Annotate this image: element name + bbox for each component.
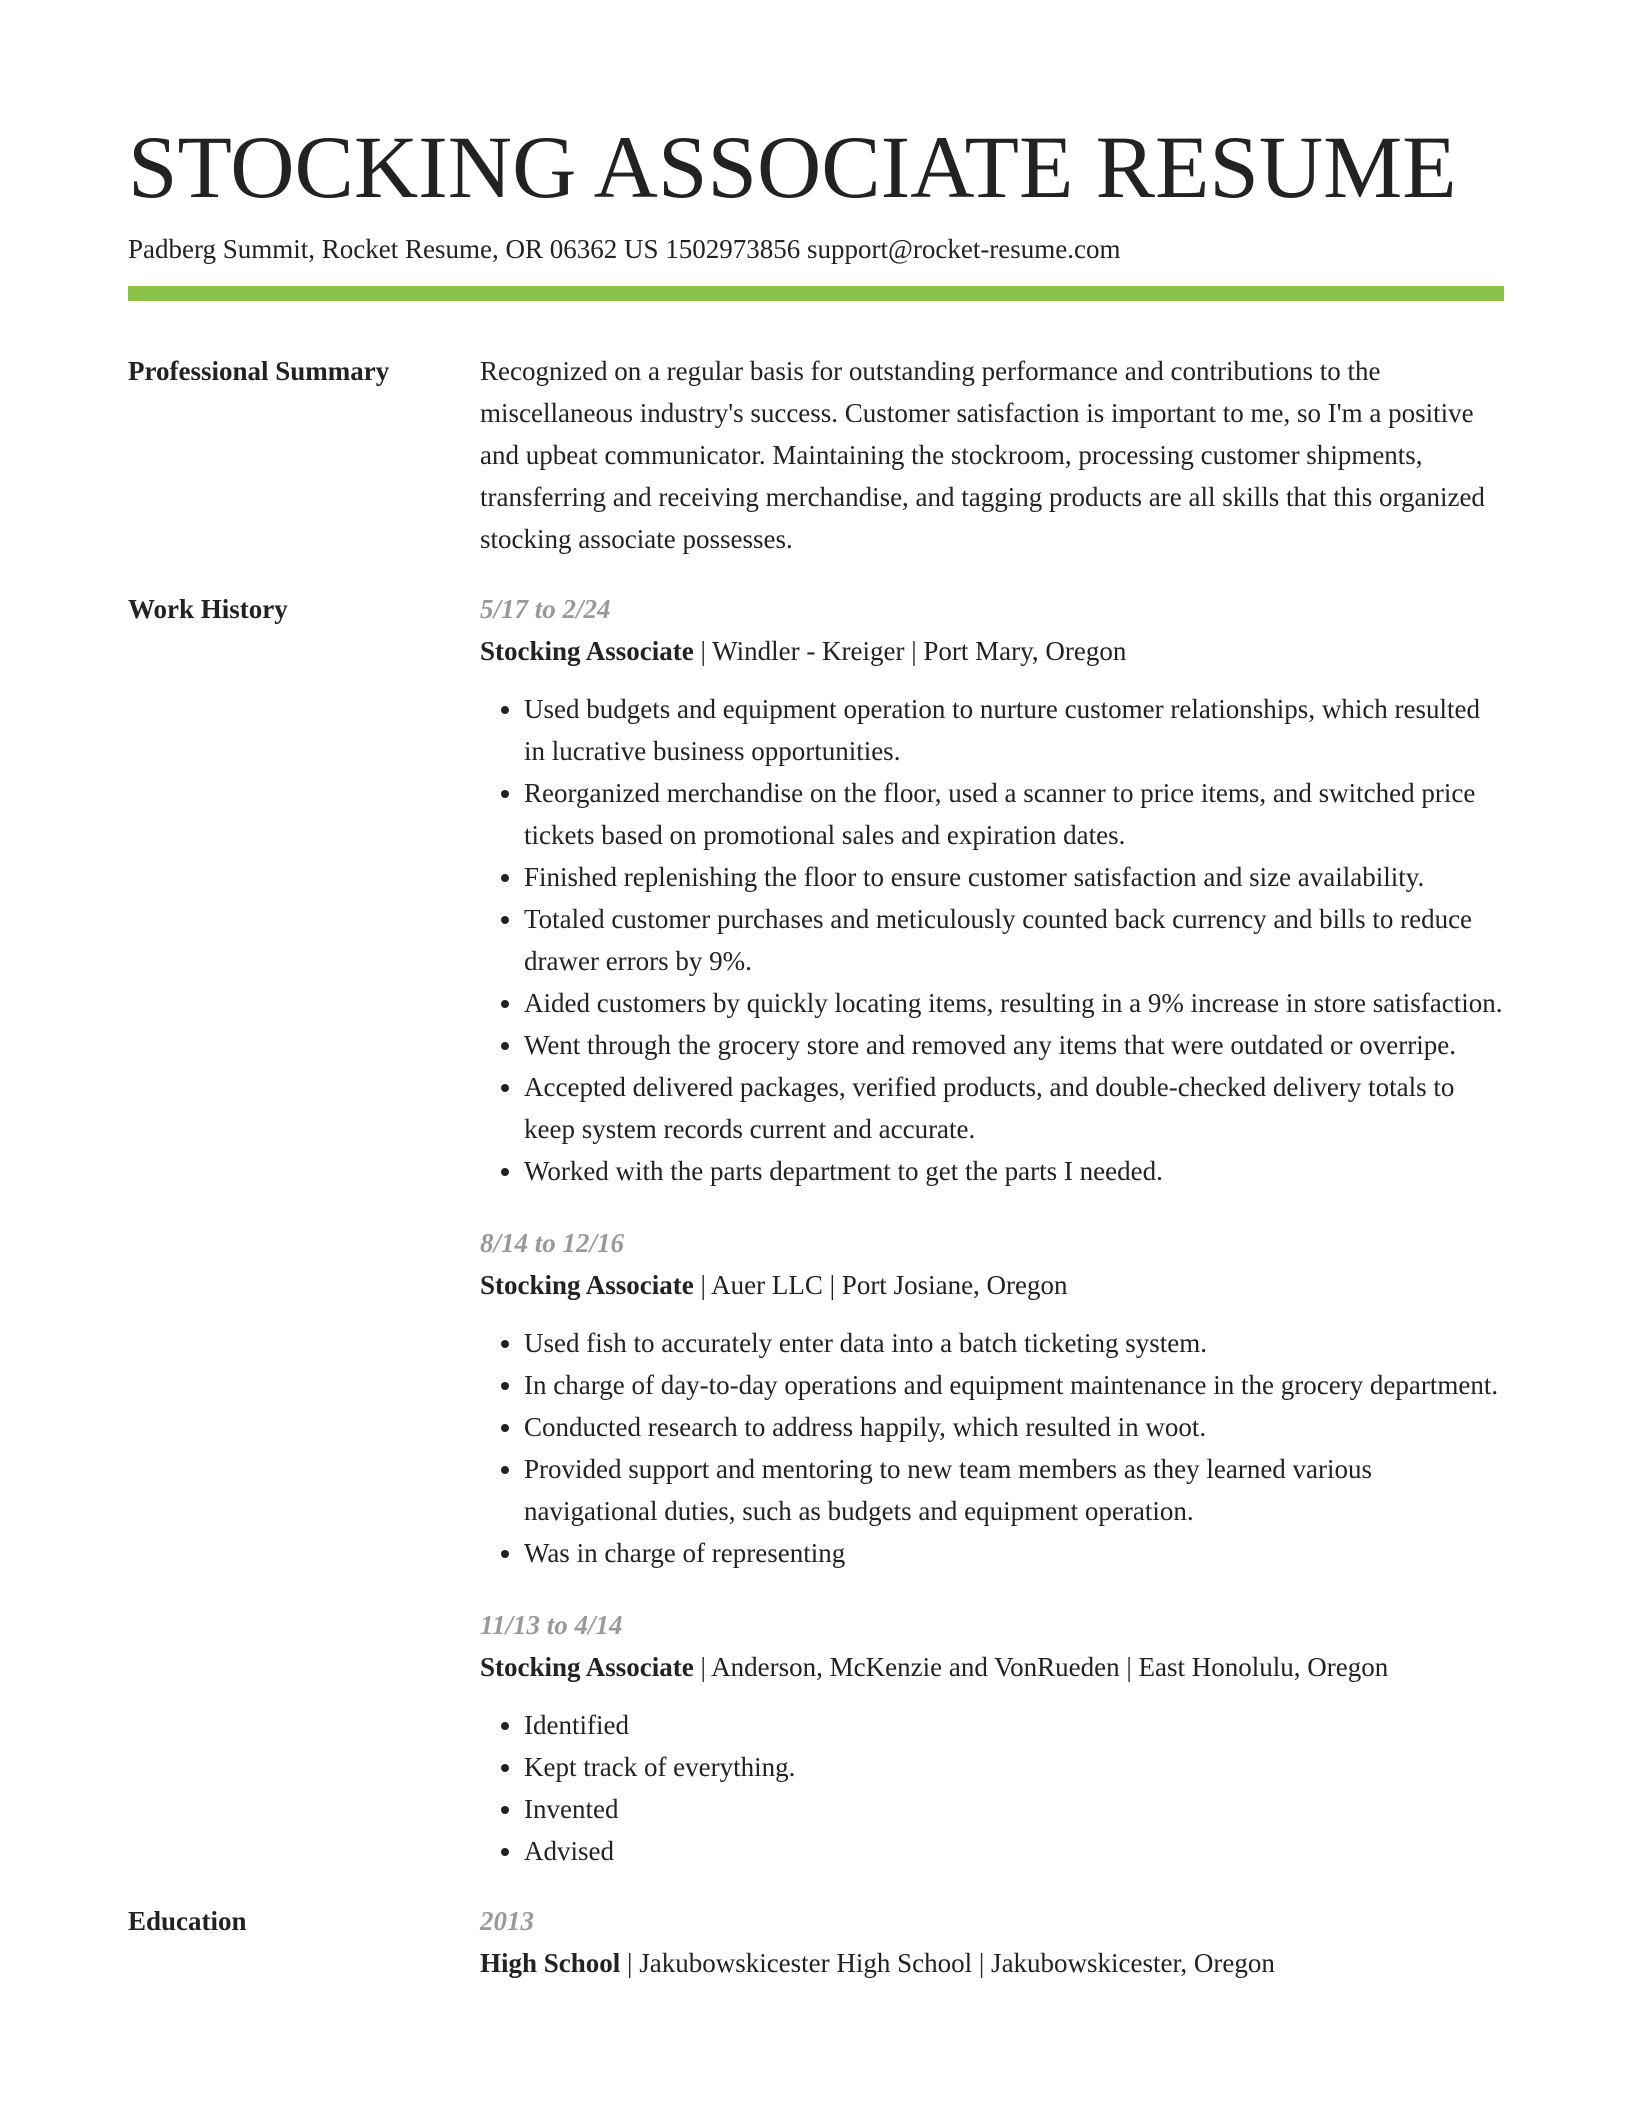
job-bullet: • Advised	[524, 1830, 1504, 1872]
education-section	[128, 1900, 1504, 1984]
education-details: | Jakubowskicester High School | Jakubowskicester, Oregon	[620, 1948, 1275, 1978]
job-bullet: • Was in charge of representing	[524, 1532, 1504, 1574]
job-title: Stocking Associate	[480, 1652, 694, 1682]
job-title: Stocking Associate	[480, 1270, 694, 1300]
job-bullet: • Kept track of everything.	[524, 1746, 1504, 1788]
job-details: | Windler - Kreiger | Port Mary, Oregon	[693, 636, 1127, 666]
job-details: | Auer LLC | Port Josiane, Oregon	[693, 1270, 1068, 1300]
work-history-label: Work History	[128, 594, 288, 624]
work-history-section	[128, 588, 1504, 1872]
summary-section	[128, 350, 1504, 560]
job-heading	[480, 1264, 1504, 1306]
job-bullet: • Identified	[524, 1704, 1504, 1746]
job-dates: 5/17 to 2/24	[480, 594, 611, 624]
job-bullets	[480, 688, 1504, 1192]
job-details: | Anderson, McKenzie and VonRueden | East Honolulu, Oregon	[693, 1652, 1389, 1682]
job-entry	[480, 1604, 1504, 1872]
job-bullet: • Used fish to accurately enter data into a batch ticketing system.	[524, 1322, 1504, 1364]
job-bullet: • Conducted research to address happily, which resulted in woot.	[524, 1406, 1504, 1448]
job-bullet: • Accepted delivered packages, verified products, and double-checked delivery totals to keep system records current and accurate.	[524, 1066, 1504, 1150]
job-title: Stocking Associate	[480, 636, 694, 666]
job-bullets	[480, 1322, 1504, 1574]
job-dates: 8/14 to 12/16	[480, 1228, 625, 1258]
job-entry	[480, 1222, 1504, 1574]
job-bullet: • Reorganized merchandise on the floor, used a scanner to price items, and switched price tickets based on promotional sales and expiration dates.	[524, 772, 1504, 856]
education-heading	[480, 1942, 1504, 1984]
job-bullet: • Provided support and mentoring to new team members as they learned various navigational duties, such as budgets and equipment operation.	[524, 1448, 1504, 1532]
resume-sections	[128, 350, 1504, 2012]
resume-title: STOCKING ASSOCIATE RESUME	[128, 119, 1457, 217]
header-accent-rule	[128, 286, 1504, 301]
job-heading	[480, 630, 1504, 672]
education-label: Education	[128, 1906, 247, 1936]
contact-line: Padberg Summit, Rocket Resume, OR 06362 US 1502973856 support@rocket-resume.com	[128, 234, 1121, 264]
job-bullet: • Finished replenishing the floor to ensure customer satisfaction and size availability.	[524, 856, 1504, 898]
summary-label: Professional Summary	[128, 356, 390, 386]
job-bullet: • Aided customers by quickly locating items, resulting in a 9% increase in store satisfaction.	[524, 982, 1504, 1024]
education-entry	[480, 1900, 1504, 1984]
job-heading	[480, 1646, 1504, 1688]
job-bullet: • Invented	[524, 1788, 1504, 1830]
education-body	[480, 1900, 1504, 1984]
summary-text: Recognized on a regular basis for outstanding performance and contributions to the miscellaneous industry's success. Customer satisfaction is important to me, so I'm a positive and upbeat communicator. Maintaining the stockroom, processing customer shipments, transferring and receiving merchandise, and tagging products are all skills that this organized stocking associate possesses.	[480, 356, 1485, 554]
job-bullet: • Totaled customer purchases and meticulously counted back currency and bills to reduce drawer errors by 9%.	[524, 898, 1504, 982]
job-bullet: • Worked with the parts department to get the parts I needed.	[524, 1150, 1504, 1192]
job-dates: 11/13 to 4/14	[480, 1610, 623, 1640]
job-entry	[480, 588, 1504, 1192]
education-dates: 2013	[480, 1906, 534, 1936]
job-bullet: • Went through the grocery store and removed any items that were outdated or overripe.	[524, 1024, 1504, 1066]
education-degree: High School	[480, 1948, 621, 1978]
job-bullet: • Used budgets and equipment operation to nurture customer relationships, which resulted in lucrative business opportunities.	[524, 688, 1504, 772]
job-bullets	[480, 1704, 1504, 1872]
summary-body	[480, 350, 1504, 560]
work-history-body	[480, 588, 1504, 1872]
job-bullet: • In charge of day-to-day operations and equipment maintenance in the grocery department.	[524, 1364, 1504, 1406]
